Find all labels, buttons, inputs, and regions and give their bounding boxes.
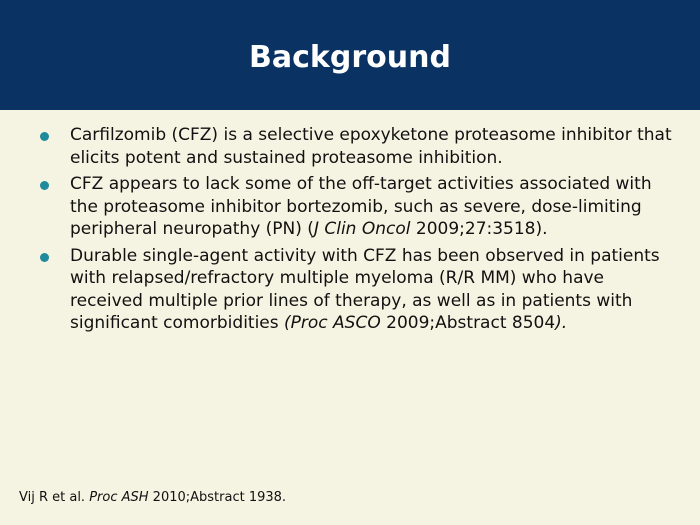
bullet-dot-icon xyxy=(40,132,49,141)
bullet-text: CFZ appears to lack some of the off-target activities associated with the proteasome inhibitor bortezomib, such as severe, dose-limiting peripheral neuropathy (PN) ( xyxy=(70,174,652,239)
bullet-dot-icon xyxy=(40,253,49,262)
bullet-text: Durable single-agent activity with CFZ has been observed in patients with relapsed/refractory multiple myeloma (R/R MM) who have received multiple prior lines of therapy, as well as in patients with significant comorbidities xyxy=(70,245,660,333)
footer-details: 2010;Abstract 1938. xyxy=(148,490,287,505)
bullet-item xyxy=(40,173,680,241)
footer-authors: Vij R et al. xyxy=(19,490,90,505)
slide-title: Background xyxy=(249,39,451,75)
citation-details: 2009;Abstract 8504 xyxy=(380,313,556,333)
bullet-dot-icon xyxy=(40,181,49,190)
footer-reference xyxy=(19,490,286,505)
title-bar xyxy=(0,0,700,110)
bullet-list xyxy=(40,124,680,339)
bullet-text: Carfilzomib (CFZ) is a selective epoxyketone proteasome inhibitor that elicits potent and sustained proteasome inhibition. xyxy=(70,125,672,168)
citation-close: ). xyxy=(555,313,568,333)
journal-citation: (Proc ASCO xyxy=(284,313,381,333)
bullet-item xyxy=(40,245,680,335)
footer-journal: Proc ASH xyxy=(89,490,149,505)
bullet-item xyxy=(40,124,680,169)
journal-citation: J Clin Oncol xyxy=(313,219,411,239)
citation-details: 2009;27:3518). xyxy=(410,219,548,239)
